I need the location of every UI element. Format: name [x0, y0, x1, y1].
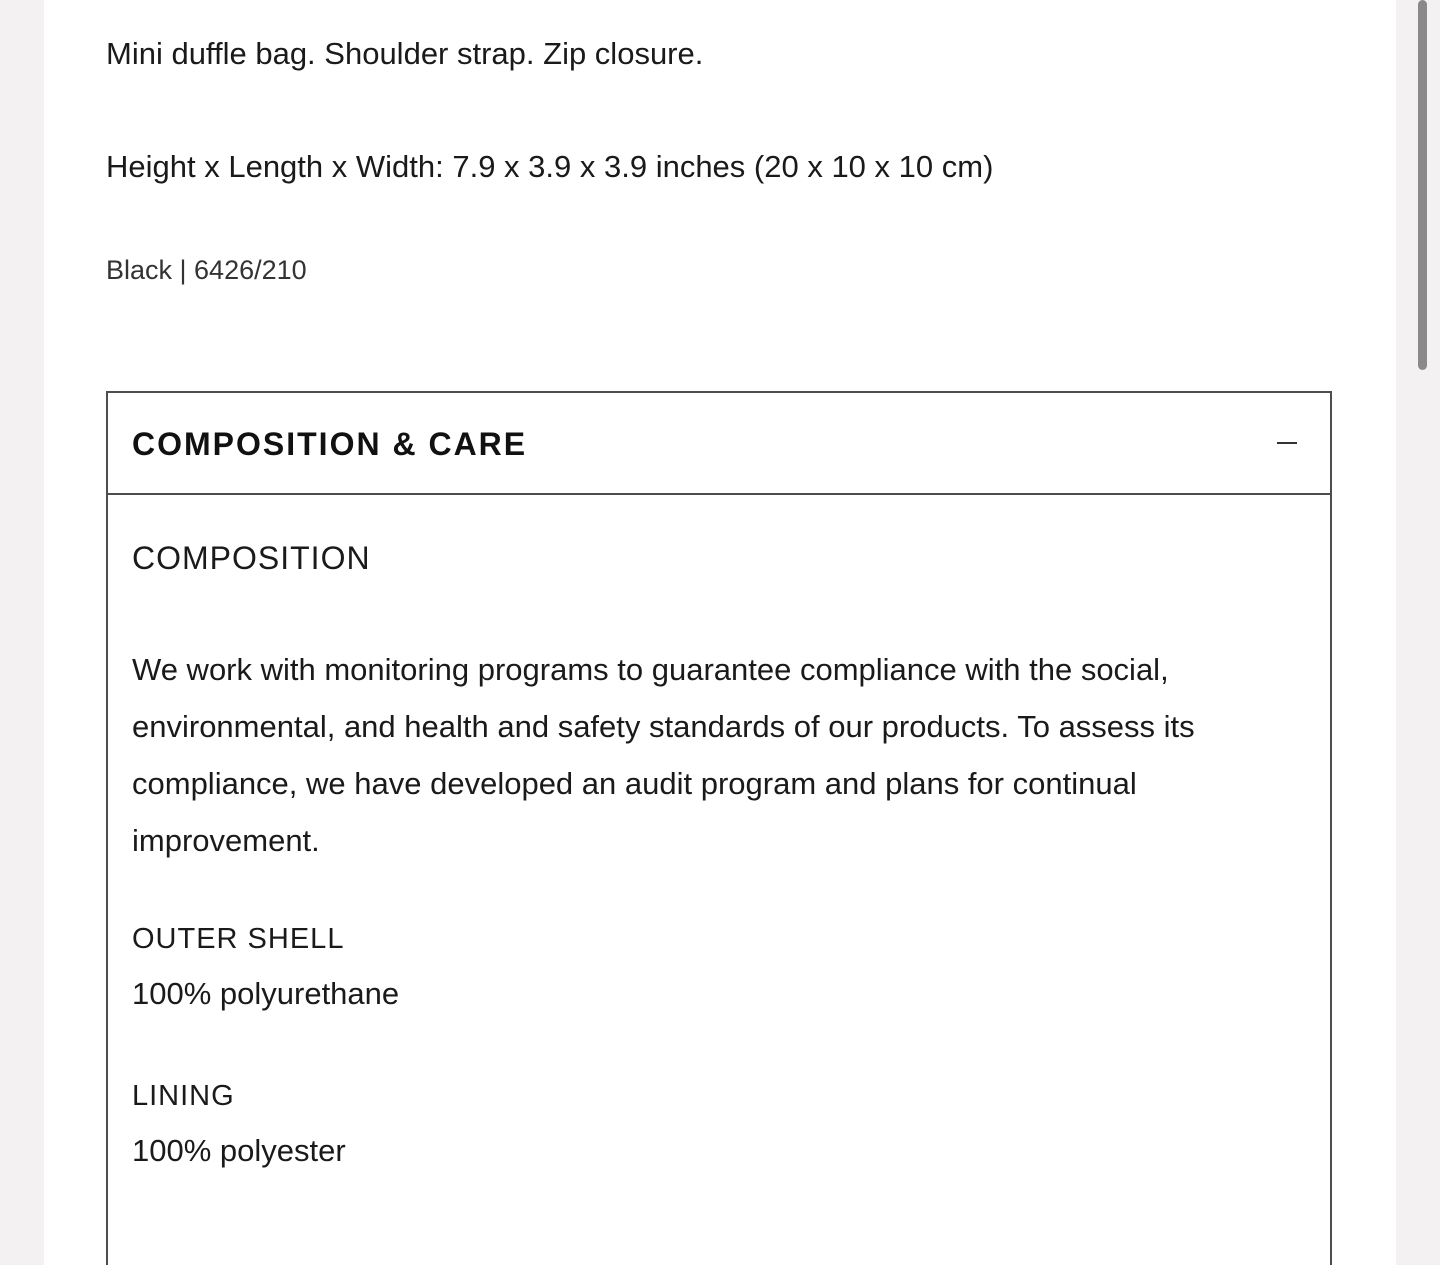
composition-heading: COMPOSITION [132, 540, 371, 576]
minus-icon[interactable] [1277, 442, 1297, 444]
lining-label: LINING [132, 1080, 235, 1112]
outer-shell-value: 100% polyurethane [132, 976, 400, 1011]
composition-care-accordion [106, 391, 1332, 1265]
composition-compliance-paragraph: We work with monitoring programs to guarantee compliance with the social, environmental, and health and safety standards of our products. To assess its compliance, we have developed an audit program and plans for continual improvement. [132, 652, 1195, 858]
composition-care-accordion-header[interactable] [108, 393, 1330, 495]
product-color-reference: Black | 6426/210 [106, 255, 307, 285]
scrollbar-thumb[interactable] [1418, 0, 1427, 370]
outer-shell-label: OUTER SHELL [132, 923, 345, 955]
lining-value: 100% polyester [132, 1133, 346, 1168]
product-dimensions: Height x Length x Width: 7.9 x 3.9 x 3.9 inches (20 x 10 x 10 cm) [106, 149, 994, 184]
accordion-title: COMPOSITION & CARE [132, 426, 528, 462]
product-description: Mini duffle bag. Shoulder strap. Zip closure. [106, 36, 704, 71]
